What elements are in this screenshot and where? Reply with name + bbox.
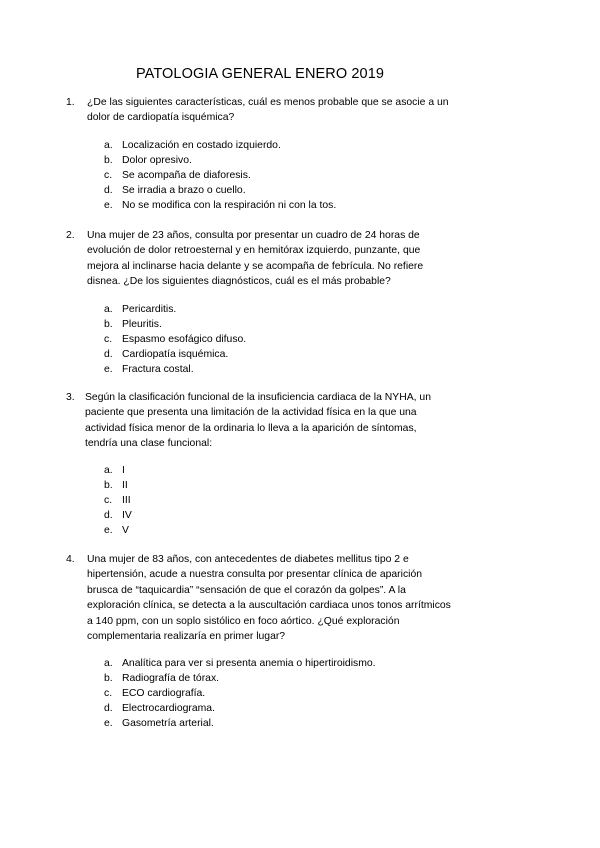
question-text-line: paciente que presenta una limitación de la actividad física en la que una [85,407,417,419]
option-text: III [122,494,131,506]
option-letter: b. [104,318,113,330]
question-text-line: Una mujer de 83 años, con antecedentes de diabetes mellitus tipo 2 e [87,554,409,565]
option-letter: e. [104,717,113,729]
question-text-line: Según la clasificación funcional de la insuficiencia cardiaca de la NYHA, un [85,392,431,403]
option-text: II [122,479,128,491]
question-text-line: brusca de “taquicardia” “sensación de que el corazón da golpes”. A la [87,584,406,596]
question-text-line: tendría una clase funcional: [85,438,213,450]
question-text-line: Una mujer de 23 años, consulta por presentar un cuadro de 24 horas de [87,230,420,241]
question-number: 2. [66,230,75,241]
option-text: Se acompaña de diaforesis. [122,169,251,181]
option-letter: e. [104,524,113,536]
option-text: Fractura costal. [122,363,194,375]
question-text-line: evolución de dolor retroesternal y en hemitórax izquierdo, punzante, que [87,245,421,257]
option-text: Dolor opresivo. [122,154,192,166]
option-letter: a. [104,658,113,669]
question-text-line: disnea. ¿De los siguientes diagnósticos, cuál es el más probable? [87,276,391,288]
option-letter: c. [104,687,113,699]
question-text-line: hipertensión, acude a nuestra consulta por presentar clínica de aparición [87,569,423,581]
option-text: Cardiopatía isquémica. [122,348,229,360]
option-text: ECO cardiografía. [122,687,206,699]
option-text: Radiografía de tórax. [122,672,220,684]
option-letter: c. [104,169,113,181]
option-letter: e. [104,363,113,375]
option-text: No se modifica con la respiración ni con la tos. [122,199,337,211]
option-letter: e. [104,199,113,211]
question-text-line: dolor de cardiopatía isquémica? [87,112,235,124]
option-letter: c. [104,333,113,345]
option-letter: b. [104,672,113,684]
option-text: Localización en costado izquierdo. [122,140,281,151]
question-text-line: actividad física menor de la ordinaria lo lleva a la aparición de síntomas, [85,422,417,434]
question-text-line: mejora al inclinarse hacia delante y se acompaña de febrícula. No refiere [87,260,424,272]
option-text: Pleuritis. [122,318,162,330]
option-letter: d. [104,509,113,521]
question-text-line: complementaria realizaría en primer lugar? [87,631,286,642]
option-text: IV [122,509,132,521]
option-text: Gasometría arterial. [122,717,214,729]
question-number: 1. [66,97,75,108]
option-letter: a. [104,304,113,315]
option-text: Espasmo esofágico difuso. [122,333,247,345]
document-title: PATOLOGIA GENERAL ENERO 2019 [135,66,385,82]
option-text: V [122,524,129,536]
option-text: Analítica para ver si presenta anemia o hipertiroidismo. [122,658,376,669]
question-text-line: a 140 ppm, con un soplo sistólico en foco aórtico. ¿Qué exploración [87,615,400,627]
option-letter: d. [104,702,113,714]
option-letter: d. [104,184,113,196]
option-text: Se irradia a brazo o cuello. [122,184,246,196]
option-letter: a. [104,140,113,151]
option-letter: b. [104,479,113,491]
option-letter: b. [104,154,113,166]
option-text: Pericarditis. [122,304,177,315]
option-letter: d. [104,348,113,360]
option-letter: a. [104,465,113,476]
option-text: Electrocardiograma. [122,702,215,714]
question-number: 3. [66,392,75,403]
question-text-line: ¿De las siguientes características, cuál es menos probable que se asocie a un [87,97,449,108]
option-letter: c. [104,494,113,506]
question-text-line: exploración clínica, se detecta a la auscultación cardiaca unos tonos arrítmicos [87,600,451,612]
option-text: I [122,465,125,476]
question-number: 4. [66,554,75,565]
